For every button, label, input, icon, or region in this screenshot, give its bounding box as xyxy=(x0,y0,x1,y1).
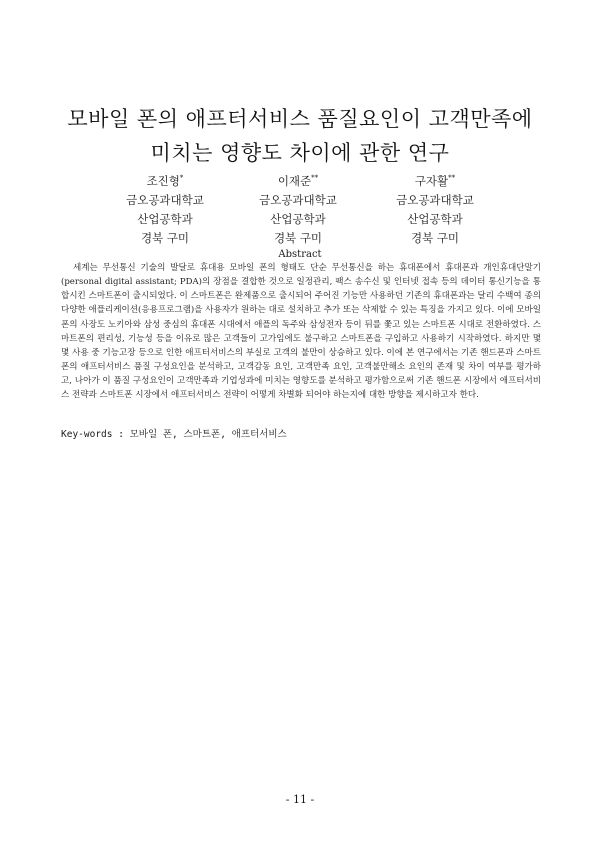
author-mark: * xyxy=(179,174,184,182)
author-location: 경북 구미 xyxy=(273,230,323,245)
abstract-heading: Abstract xyxy=(278,249,322,260)
author-department: 산업공학과 xyxy=(407,211,463,226)
author-location: 경북 구미 xyxy=(140,230,190,245)
author-block xyxy=(100,169,500,245)
author-name: 구자활 xyxy=(414,173,449,188)
paper-title-line-2: 미치는 영향도 차이에 관한 연구 xyxy=(150,141,450,165)
author-affiliation: 금오공과대학교 xyxy=(126,192,204,207)
abstract-text: 세계는 무선통신 기술의 발달로 휴대용 모바일 폰의 형태도 단순 무선통신을 하는 휴대폰에서 휴대폰과 개인휴대단말기(personal digital assistant; PDA)의 장점을 결합한 것으로 일정관리, 팩스 송수신 및 인터넷 접속 등의 데이터 통신기능을 통합시킨 스마트폰이 출시되었다. 이 스마트폰은 완제품으로 출시되어 주어진 기능만 사용하던 기존의 휴대폰과는 달리 수백여 종의 다양한 애플리케이션(응용프로그램)을 사용자가 원하는 대로 설치하고 추가 또는 삭제할 수 있는 특징을 가지고 있다. 이에 모바일 폰의 사장도 노키아와 삼성 중심의 휴대폰 시대에서 애플의 독주와 삼성전자 등이 뒤를 쫓고 있는 스마트폰 시대로 전환하였다. 스마트폰의 편리성, 기능성 등을 이유로 많은 고객들이 고가임에도 불구하고 스마트폰을 구입하고 사용하기 시작하였다. 하지만 몇몇 사용 중 기능고장 등으로 인한 애프터서비스의 부실로 고객의 불만이 상승하고 있다. 이에 본 연구에서는 기존 핸드폰과 스마트폰의 애프터서비스 품질 구성요인을 분석하고, 고객감동 요인, 고객만족 요인, 고객불만해소 요인의 존재 및 차이 여부를 평가하고, 나아가 이 품질 구성요인이 고객만족과 기업성과에 미치는 영향도를 분석하고 평가함으로써 기존 핸드폰 시장에서 애프터서비스 전략과 스마트폰 시장에서 애프터서비스 전략이 어떻게 차별화 되어야 하는지에 대한 방향을 제시하고자 한다. xyxy=(61,263,541,401)
author-name: 조진형 xyxy=(146,173,180,188)
paper-title-line-1: 모바일 폰의 애프터서비스 품질요인이 고객만족에 xyxy=(67,107,533,131)
author-mark: ** xyxy=(311,174,319,182)
page-number: - 11 - xyxy=(285,793,315,806)
author-affiliation: 금오공과대학교 xyxy=(396,192,474,207)
author-3 xyxy=(370,169,500,248)
author-location: 경북 구미 xyxy=(410,230,460,245)
author-name: 이재준 xyxy=(277,173,312,188)
author-2 xyxy=(233,169,363,248)
author-department: 산업공학과 xyxy=(270,211,326,226)
author-affiliation: 금오공과대학교 xyxy=(259,192,337,207)
keywords-line: Key-words : 모바일 폰, 스마트폰, 애프터서비스 xyxy=(61,429,287,440)
author-1 xyxy=(100,169,230,248)
author-mark: ** xyxy=(448,174,456,182)
author-department: 산업공학과 xyxy=(137,211,193,226)
